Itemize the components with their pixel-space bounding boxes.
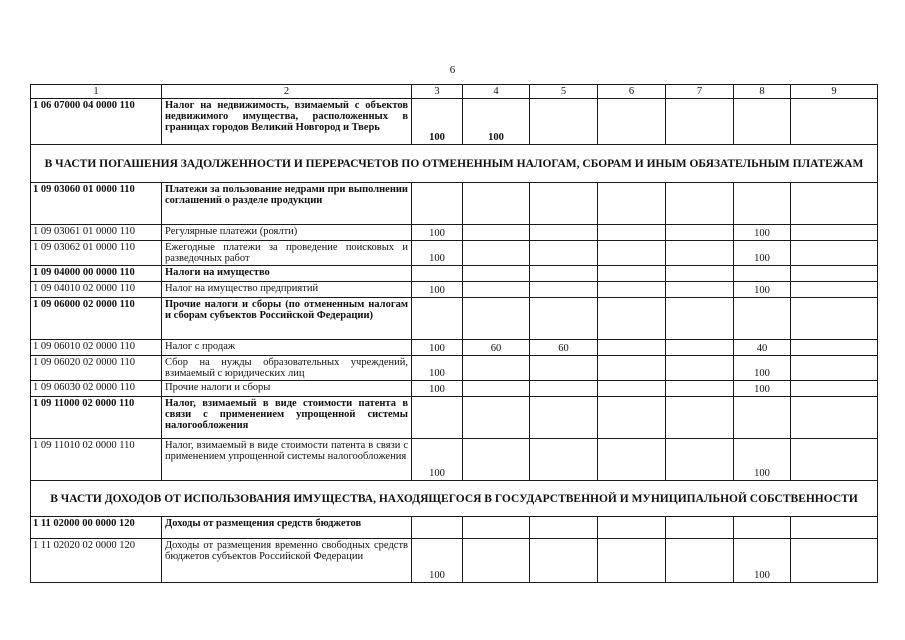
value-cell-col6 <box>598 517 666 539</box>
value-cell-col6 <box>598 282 666 298</box>
value-cell-col5 <box>530 381 598 397</box>
value-cell-col3 <box>412 397 463 439</box>
column-header: 5 <box>530 85 598 99</box>
description-cell: Сбор на нужды образовательных учреждений, взимаемый с юридических лиц <box>162 356 412 381</box>
value-cell-col6 <box>598 381 666 397</box>
description-cell: Платежи за пользование недрами при выполнении соглашений о разделе продукции <box>162 183 412 225</box>
value-cell-col3: 100 <box>412 381 463 397</box>
table-row <box>31 183 878 225</box>
value-cell-col8 <box>734 298 791 340</box>
value-cell-col8: 100 <box>734 439 791 481</box>
column-header: 2 <box>162 85 412 99</box>
value-cell-col3: 100 <box>412 539 463 583</box>
table-row <box>31 225 878 241</box>
value-cell-col7 <box>666 99 734 145</box>
value-cell-col4 <box>463 397 530 439</box>
value-cell-col8 <box>734 183 791 225</box>
description-cell: Доходы от размещения временно свободных средств бюджетов субъектов Российской Федерации <box>162 539 412 583</box>
value-cell-col3: 100 <box>412 241 463 266</box>
table-row <box>31 340 878 356</box>
value-cell-col9 <box>791 356 878 381</box>
table-row <box>31 282 878 298</box>
table-row <box>31 439 878 481</box>
value-cell-col4 <box>463 381 530 397</box>
budget-code-cell: 1 09 06020 02 0000 110 <box>31 356 162 381</box>
value-cell-col8: 100 <box>734 241 791 266</box>
value-cell-col9 <box>791 381 878 397</box>
value-cell-col5 <box>530 183 598 225</box>
description-cell: Налог, взимаемый в виде стоимости патента в связи с применением упрощенной системы налогообложения <box>162 439 412 481</box>
value-cell-col7 <box>666 539 734 583</box>
section-heading: В ЧАСТИ ДОХОДОВ ОТ ИСПОЛЬЗОВАНИЯ ИМУЩЕСТВА, НАХОДЯЩЕГОСЯ В ГОСУДАРСТВЕННОЙ И МУНИЦИПАЛЬНОЙ СОБСТВЕННОСТИ <box>31 481 878 517</box>
table-row <box>31 381 878 397</box>
budget-code-cell: 1 09 03060 01 0000 110 <box>31 183 162 225</box>
table-row <box>31 356 878 381</box>
value-cell-col7 <box>666 282 734 298</box>
value-cell-col9 <box>791 225 878 241</box>
column-header: 1 <box>31 85 162 99</box>
value-cell-col9 <box>791 282 878 298</box>
value-cell-col6 <box>598 439 666 481</box>
value-cell-col6 <box>598 241 666 266</box>
value-cell-col9 <box>791 183 878 225</box>
section-heading-row <box>31 481 878 517</box>
value-cell-col8: 40 <box>734 340 791 356</box>
budget-code-cell: 1 09 06000 02 0000 110 <box>31 298 162 340</box>
column-header: 7 <box>666 85 734 99</box>
value-cell-col6 <box>598 340 666 356</box>
budget-code-cell: 1 11 02020 02 0000 120 <box>31 539 162 583</box>
budget-code-cell: 1 09 04000 00 0000 110 <box>31 266 162 282</box>
budget-code-cell: 1 09 03061 01 0000 110 <box>31 225 162 241</box>
value-cell-col8 <box>734 517 791 539</box>
value-cell-col5 <box>530 266 598 282</box>
budget-code-cell: 1 09 06030 02 0000 110 <box>31 381 162 397</box>
value-cell-col3: 100 <box>412 340 463 356</box>
value-cell-col6 <box>598 356 666 381</box>
budget-code-cell: 1 09 11000 02 0000 110 <box>31 397 162 439</box>
value-cell-col4 <box>463 266 530 282</box>
value-cell-col8: 100 <box>734 225 791 241</box>
value-cell-col9 <box>791 99 878 145</box>
value-cell-col8: 100 <box>734 356 791 381</box>
description-cell: Налог на имущество предприятий <box>162 282 412 298</box>
description-cell: Ежегодные платежи за проведение поисковых и разведочных работ <box>162 241 412 266</box>
value-cell-col7 <box>666 225 734 241</box>
table-row <box>31 517 878 539</box>
value-cell-col5 <box>530 397 598 439</box>
budget-code-cell: 1 09 03062 01 0000 110 <box>31 241 162 266</box>
value-cell-col7 <box>666 356 734 381</box>
value-cell-col7 <box>666 439 734 481</box>
value-cell-col9 <box>791 439 878 481</box>
value-cell-col4 <box>463 517 530 539</box>
column-header: 3 <box>412 85 463 99</box>
value-cell-col6 <box>598 397 666 439</box>
value-cell-col5 <box>530 517 598 539</box>
value-cell-col3: 100 <box>412 439 463 481</box>
value-cell-col4 <box>463 539 530 583</box>
section-heading-row <box>31 145 878 183</box>
page-number: 6 <box>449 64 456 76</box>
description-cell: Доходы от размещения средств бюджетов <box>162 517 412 539</box>
value-cell-col9 <box>791 266 878 282</box>
budget-code-cell: 1 06 07000 04 0000 110 <box>31 99 162 145</box>
table-row <box>31 298 878 340</box>
table-row <box>31 99 878 145</box>
value-cell-col3 <box>412 183 463 225</box>
value-cell-col8 <box>734 266 791 282</box>
column-header: 4 <box>463 85 530 99</box>
column-header: 6 <box>598 85 666 99</box>
value-cell-col7 <box>666 381 734 397</box>
value-cell-col8: 100 <box>734 539 791 583</box>
value-cell-col7 <box>666 397 734 439</box>
budget-code-cell: 1 11 02000 00 0000 120 <box>31 517 162 539</box>
value-cell-col9 <box>791 397 878 439</box>
value-cell-col4 <box>463 241 530 266</box>
description-cell: Регулярные платежи (роялти) <box>162 225 412 241</box>
value-cell-col6 <box>598 539 666 583</box>
value-cell-col3 <box>412 266 463 282</box>
value-cell-col8 <box>734 397 791 439</box>
description-cell: Налог, взимаемый в виде стоимости патента в связи с применением упрощенной системы налогообложения <box>162 397 412 439</box>
value-cell-col6 <box>598 183 666 225</box>
value-cell-col9 <box>791 298 878 340</box>
budget-code-cell: 1 09 04010 02 0000 110 <box>31 282 162 298</box>
value-cell-col5 <box>530 99 598 145</box>
value-cell-col5 <box>530 439 598 481</box>
value-cell-col9 <box>791 340 878 356</box>
column-header: 9 <box>791 85 878 99</box>
value-cell-col5: 60 <box>530 340 598 356</box>
value-cell-col6 <box>598 298 666 340</box>
value-cell-col7 <box>666 241 734 266</box>
value-cell-col3: 100 <box>412 282 463 298</box>
value-cell-col4 <box>463 225 530 241</box>
value-cell-col6 <box>598 99 666 145</box>
value-cell-col5 <box>530 241 598 266</box>
value-cell-col7 <box>666 183 734 225</box>
value-cell-col7 <box>666 266 734 282</box>
value-cell-col3: 100 <box>412 99 463 145</box>
value-cell-col9 <box>791 241 878 266</box>
value-cell-col3: 100 <box>412 356 463 381</box>
value-cell-col3 <box>412 517 463 539</box>
value-cell-col4: 100 <box>463 99 530 145</box>
value-cell-col9 <box>791 517 878 539</box>
budget-code-cell: 1 09 06010 02 0000 110 <box>31 340 162 356</box>
table-row <box>31 266 878 282</box>
value-cell-col4 <box>463 183 530 225</box>
value-cell-col4 <box>463 298 530 340</box>
value-cell-col8: 100 <box>734 381 791 397</box>
value-cell-col6 <box>598 266 666 282</box>
value-cell-col7 <box>666 298 734 340</box>
value-cell-col3 <box>412 298 463 340</box>
value-cell-col7 <box>666 340 734 356</box>
value-cell-col4: 60 <box>463 340 530 356</box>
budget-code-cell: 1 09 11010 02 0000 110 <box>31 439 162 481</box>
table-row <box>31 539 878 583</box>
column-number-header-row <box>31 85 878 99</box>
value-cell-col6 <box>598 225 666 241</box>
description-cell: Налог с продаж <box>162 340 412 356</box>
value-cell-col5 <box>530 282 598 298</box>
value-cell-col5 <box>530 298 598 340</box>
value-cell-col3: 100 <box>412 225 463 241</box>
value-cell-col5 <box>530 225 598 241</box>
column-header: 8 <box>734 85 791 99</box>
value-cell-col4 <box>463 282 530 298</box>
value-cell-col5 <box>530 539 598 583</box>
description-cell: Налог на недвижимость, взимаемый с объектов недвижимого имущества, расположенных в границах городов Великий Новгород и Тверь <box>162 99 412 145</box>
value-cell-col8: 100 <box>734 282 791 298</box>
value-cell-col8 <box>734 99 791 145</box>
table-row <box>31 397 878 439</box>
budget-revenue-table <box>30 84 878 583</box>
description-cell: Прочие налоги и сборы (по отмененным налогам и сборам субъектов Российской Федерации) <box>162 298 412 340</box>
section-heading: В ЧАСТИ ПОГАШЕНИЯ ЗАДОЛЖЕННОСТИ И ПЕРЕРАСЧЕТОВ ПО ОТМЕНЕННЫМ НАЛОГАМ, СБОРАМ И ИНЫМ ОБЯЗАТЕЛЬНЫМ ПЛАТЕЖАМ <box>31 145 878 183</box>
value-cell-col7 <box>666 517 734 539</box>
value-cell-col5 <box>530 356 598 381</box>
value-cell-col4 <box>463 356 530 381</box>
value-cell-col9 <box>791 539 878 583</box>
description-cell: Налоги на имущество <box>162 266 412 282</box>
description-cell: Прочие налоги и сборы <box>162 381 412 397</box>
value-cell-col4 <box>463 439 530 481</box>
table-row <box>31 241 878 266</box>
